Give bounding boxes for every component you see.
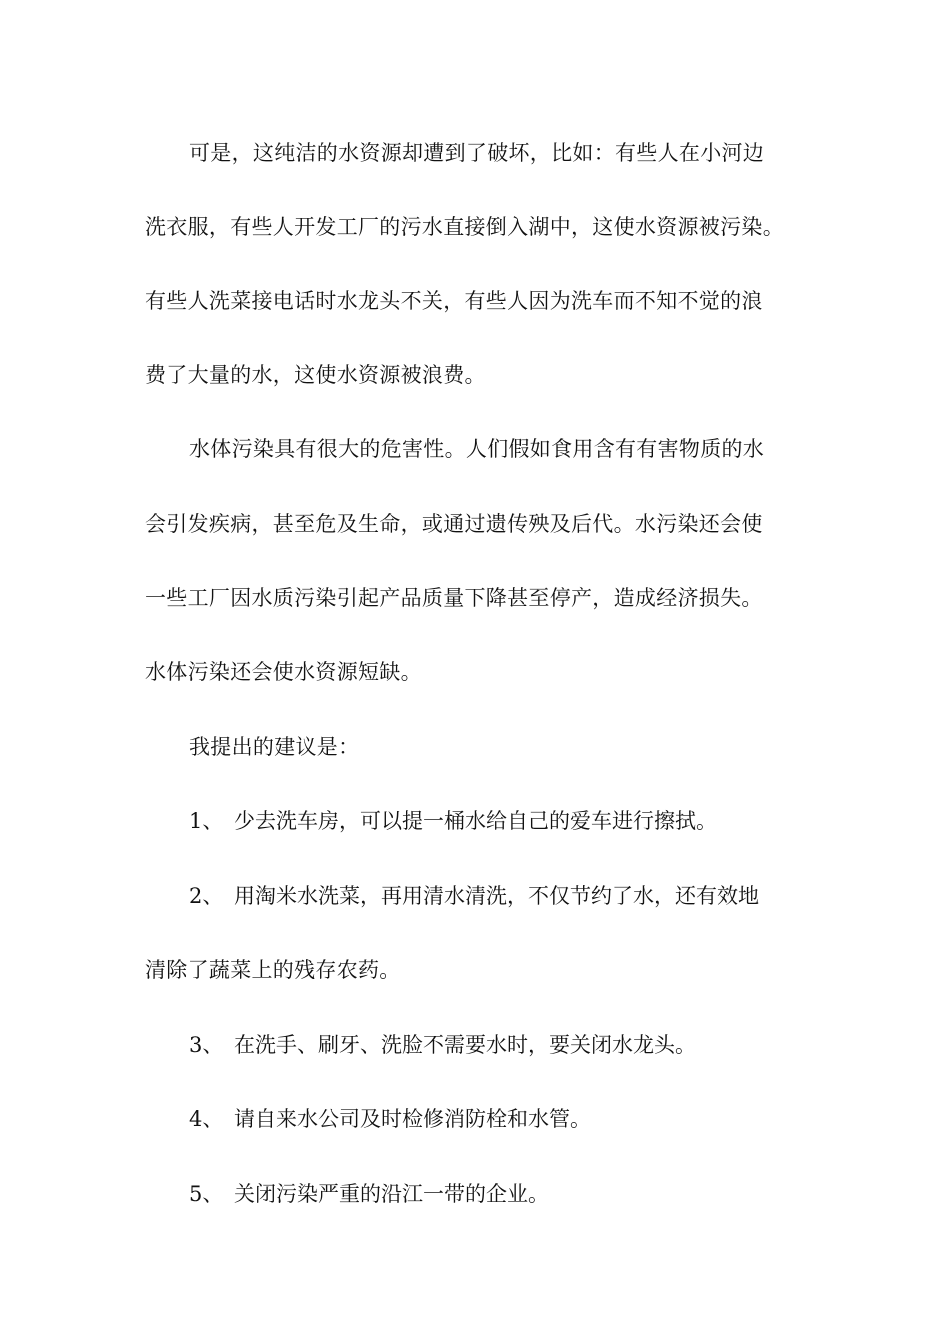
list-item-number: 5、	[189, 1182, 224, 1206]
paragraph-1-line-1: 可是，这纯洁的水资源却遭到了破坏，比如：有些人在小河边	[189, 141, 765, 165]
paragraph-1-line-3: 有些人洗菜接电话时水龙头不关，有些人因为洗车而不知不觉的浪	[145, 289, 763, 313]
list-item-text: 少去洗车房，可以提一桶水给自己的爱车进行擦拭。	[234, 809, 717, 833]
list-item	[189, 1179, 549, 1209]
list-item-continuation: 清除了蔬菜上的残存农药。	[145, 958, 401, 982]
list-item	[189, 881, 759, 911]
list-item-number: 4、	[189, 1107, 224, 1131]
list-item-number: 1、	[189, 809, 224, 833]
list-item-number: 3、	[189, 1033, 224, 1057]
list-item	[189, 1030, 696, 1060]
list-item-text: 请自来水公司及时检修消防栓和水管。	[234, 1107, 591, 1131]
paragraph-2-line-1: 水体污染具有很大的危害性。人们假如食用含有有害物质的水	[189, 437, 765, 461]
paragraph-1-line-2: 洗衣服，有些人开发工厂的污水直接倒入湖中，这使水资源被污染。	[145, 215, 784, 239]
paragraph-2-line-2: 会引发疾病，甚至危及生命，或通过遗传殃及后代。水污染还会使	[145, 512, 763, 536]
list-item-number: 2、	[189, 884, 224, 908]
paragraph-1-line-4: 费了大量的水，这使水资源被浪费。	[145, 363, 486, 387]
list-item-text: 关闭污染严重的沿江一带的企业。	[234, 1182, 549, 1206]
paragraph-2-line-3: 一些工厂因水质污染引起产品质量下降甚至停产，造成经济损失。	[145, 586, 763, 610]
list-item	[189, 806, 717, 836]
list-item-text: 在洗手、刷牙、洗脸不需要水时，要关闭水龙头。	[234, 1033, 696, 1057]
list-item	[189, 1104, 591, 1134]
suggestion-intro: 我提出的建议是：	[189, 735, 360, 759]
list-item-text: 用淘米水洗菜，再用清水清洗，不仅节约了水，还有效地	[234, 884, 759, 908]
paragraph-2-line-4: 水体污染还会使水资源短缺。	[145, 660, 422, 684]
